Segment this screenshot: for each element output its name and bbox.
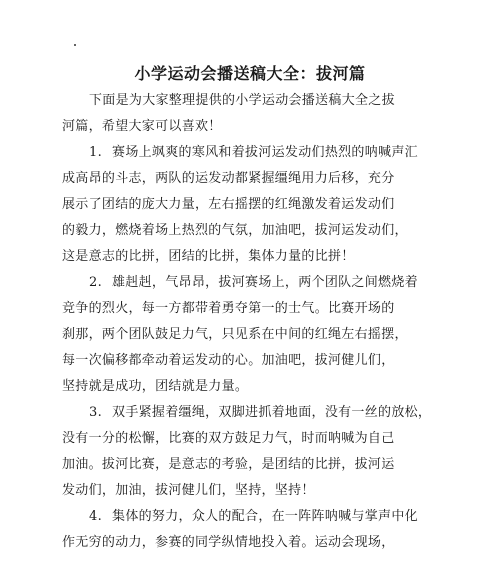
paragraph-number: 4. xyxy=(89,509,103,524)
paragraph-line: 3. 双手紧握着缰绳，双脚进抓着地面，没有一丝的放松， xyxy=(89,405,432,420)
paragraph-line: 刹那，两个团队鼓足力气，只见系在中间的红绳左右摇摆， xyxy=(62,327,408,342)
paragraph-line: 发动们，加油，拔河健儿们，坚持，坚持！ xyxy=(62,483,315,498)
intro-line: 下面是为大家整理提供的小学运动会播送稿大全之拔 xyxy=(89,93,395,108)
paragraph-line: 竞争的烈火，每一方都带着勇夺第一的士气。比赛开场的 xyxy=(62,301,395,316)
document-body xyxy=(62,88,442,556)
paragraph-line: 4. 集体的努力，众人的配合，在一阵阵呐喊与掌声中化 xyxy=(89,509,418,524)
paragraph-line: 展示了团结的庞大力量，左右摇摆的红绳激发着运发动们 xyxy=(62,197,395,212)
paragraph-line: 这是意志的比拼，团结的比拼，集体力量的比拼！ xyxy=(62,249,355,264)
paragraph-line: 坚持就是成功，团结就是力量。 xyxy=(62,379,249,394)
paragraph-line: 1. 赛场上飒爽的寒风和着拔河运发动们热烈的呐喊声汇 xyxy=(89,145,418,160)
stray-dot-mark xyxy=(74,44,76,46)
paragraph-line: 加油。拔河比赛，是意志的考验，是团结的比拼，拔河运 xyxy=(62,457,395,472)
paragraph-line: 成高昂的斗志，两队的运发动都紧握缰绳用力后移，充分 xyxy=(62,171,395,186)
intro-line: 河篇，希望大家可以喜欢！ xyxy=(62,119,222,134)
document-title: 小学运动会播送稿大全：拔河篇 xyxy=(134,64,366,83)
paragraph-line: 没有一分的松懈，比赛的双方鼓足力气，时而呐喊为自己 xyxy=(62,431,395,446)
paragraph-line: 每一次偏移都牵动着运发动的心。加油吧，拔河健儿们， xyxy=(62,353,395,368)
paragraph-line: 2. 雄赳赳，气昂昂，拔河赛场上，两个团队之间燃烧着 xyxy=(89,275,418,290)
paragraph-line: 的毅力，燃烧着场上热烈的气氛，加油吧，拔河运发动们， xyxy=(62,223,408,238)
paragraph-line: 作无穷的动力，参赛的同学纵情地投入着。运动会现场， xyxy=(62,535,395,550)
paragraph-number: 2. xyxy=(89,275,103,290)
paragraph-number: 3. xyxy=(89,405,103,420)
paragraph-number: 1. xyxy=(89,145,103,160)
